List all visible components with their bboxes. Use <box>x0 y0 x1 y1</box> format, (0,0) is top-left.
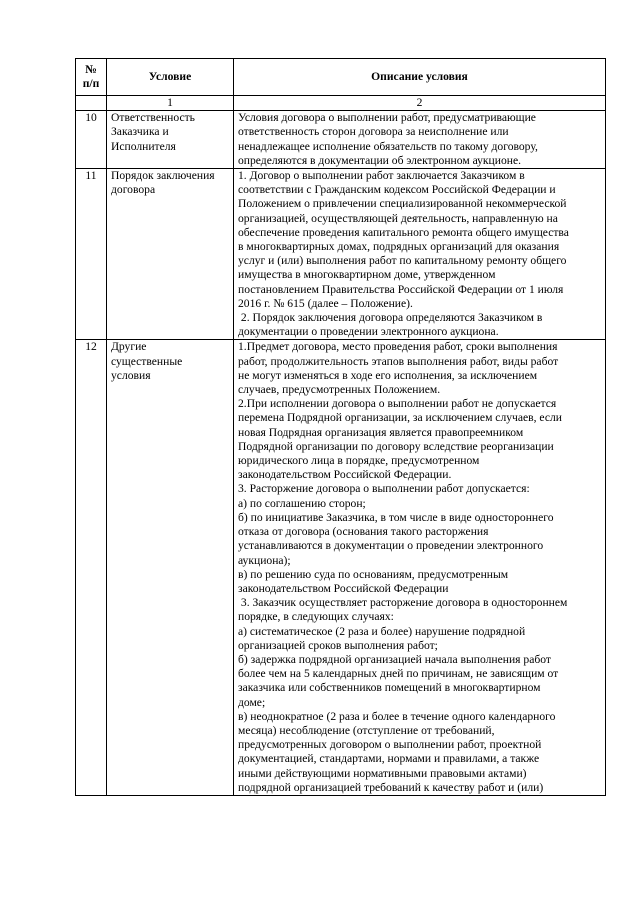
description-line: юридического лица в порядке, предусмотренном <box>238 454 480 468</box>
description-line: б) задержка подрядной организацией начала выполнения работ <box>238 652 551 666</box>
description-line: организацией, осуществляющей деятельность, направленную на <box>238 211 558 225</box>
column-number-2: 2 <box>234 96 606 111</box>
description-line: имущества в многоквартирном доме, утвержденном <box>238 268 496 282</box>
condition-line: Исполнителя <box>111 139 176 153</box>
description-line: 2016 г. № 615 (далее – Положение). <box>238 296 413 310</box>
condition-cell <box>107 111 234 169</box>
description-line: законодательством Российской Федерации. <box>238 468 452 482</box>
description-line: месяца) несоблюдение (отступление от требований, <box>238 723 495 737</box>
description-line: Подрядной организации по договору вследствие реорганизации <box>238 439 554 453</box>
header-description: Описание условия <box>234 59 606 96</box>
description-line: 1. Договор о выполнении работ заключается Заказчиком в <box>238 169 525 183</box>
description-line: определяются в документации об электронном аукционе. <box>238 153 522 167</box>
table-row <box>76 169 606 340</box>
column-number-row <box>76 96 606 111</box>
description-line: документации о проведении электронного аукциона. <box>238 325 499 339</box>
description-line: порядке, в следующих случаях: <box>238 610 394 624</box>
description-line: работ, продолжительность этапов выполнения работ, виды работ <box>238 354 559 368</box>
row-number: 12 <box>76 340 107 796</box>
description-cell <box>234 340 606 796</box>
description-line: б) по инициативе Заказчика, в том числе в виде одностороннего <box>238 510 554 524</box>
condition-line: существенные <box>111 354 183 368</box>
description-line: 2.При исполнении договора о выполнении работ не допускается <box>238 397 557 411</box>
description-line: обеспечение проведения капитального ремонта общего имущества <box>238 225 569 239</box>
description-line: Условия договора о выполнении работ, предусматривающие <box>238 111 536 125</box>
description-line: документацией, стандартами, нормами и правилами, а также <box>238 752 540 766</box>
condition-line: Заказчика и <box>111 125 169 139</box>
description-line: 1.Предмет договора, место проведения работ, сроки выполнения <box>238 340 558 354</box>
header-num: № п/п <box>76 59 107 96</box>
description-line: 3. Расторжение договора о выполнении работ допускается: <box>238 482 530 496</box>
description-line: случаев, предусмотренных Положением. <box>238 383 441 397</box>
description-line: иными действующими нормативными правовыми актами) <box>238 766 527 780</box>
condition-line: условия <box>111 368 151 382</box>
description-line: предусмотренных договором о выполнении работ, проектной <box>238 738 542 752</box>
description-line: устанавливаются в документации о проведении электронного <box>238 539 544 553</box>
description-line: доме; <box>238 695 266 709</box>
condition-line: Ответственность <box>111 111 195 125</box>
description-line: аукциона); <box>238 553 291 567</box>
description-line: заказчика или собственников помещений в многоквартирном <box>238 681 541 695</box>
description-line: в многоквартирных домах, подрядных организаций для оказания <box>238 240 560 254</box>
description-line: перемена Подрядной организации, за исключением случаев, если <box>238 411 563 425</box>
description-line: а) систематическое (2 раза и более) нарушение подрядной <box>238 624 526 638</box>
column-number-1: 1 <box>107 96 234 111</box>
description-line: отказа от договора (основания такого расторжения <box>238 525 489 539</box>
condition-cell <box>107 169 234 340</box>
description-line: подрядной организацией требований к качеству работ и (или) <box>238 780 544 794</box>
header-condition: Условие <box>107 59 234 96</box>
description-cell <box>234 111 606 169</box>
description-line: ответственность сторон договора за неисполнение или <box>238 125 509 139</box>
description-line: законодательством Российской Федерации <box>238 581 449 595</box>
row-number: 10 <box>76 111 107 169</box>
description-line: 3. Заказчик осуществляет расторжение договора в одностороннем <box>238 596 568 610</box>
description-line: 2. Порядок заключения договора определяются Заказчиком в <box>238 311 543 325</box>
description-line: Положением о привлечении специализированной некоммерческой <box>238 197 567 211</box>
column-number-0 <box>76 96 107 111</box>
table-header-row <box>76 59 606 96</box>
condition-line: Порядок заключения <box>111 169 215 183</box>
row-number: 11 <box>76 169 107 340</box>
table-row <box>76 111 606 169</box>
description-line: организацией сроков выполнения работ; <box>238 638 438 652</box>
condition-line: договора <box>111 183 156 197</box>
condition-cell <box>107 340 234 796</box>
description-line: соответствии с Гражданским кодексом Российской Федерации и <box>238 183 556 197</box>
description-line: постановлением Правительства Российской Федерации от 1 июля <box>238 282 564 296</box>
description-line: новая Подрядная организация является правопреемником <box>238 425 524 439</box>
conditions-table <box>75 58 606 796</box>
description-line: не могут изменяться в ходе его исполнения, за исключением <box>238 368 538 382</box>
table-row <box>76 340 606 796</box>
description-line: в) неоднократное (2 раза и более в течение одного календарного <box>238 709 556 723</box>
description-line: в) по решению суда по основаниям, предусмотренным <box>238 567 509 581</box>
description-line: а) по соглашению сторон; <box>238 496 366 510</box>
description-line: ненадлежащее исполнение обязательств по такому договору, <box>238 139 538 153</box>
table-body <box>76 111 606 796</box>
condition-line: Другие <box>111 340 147 354</box>
description-line: более чем на 5 календарных дней по причинам, не зависящим от <box>238 667 559 681</box>
description-cell <box>234 169 606 340</box>
description-line: услуг и (или) выполнения работ по капитальному ремонту общего <box>238 254 567 268</box>
